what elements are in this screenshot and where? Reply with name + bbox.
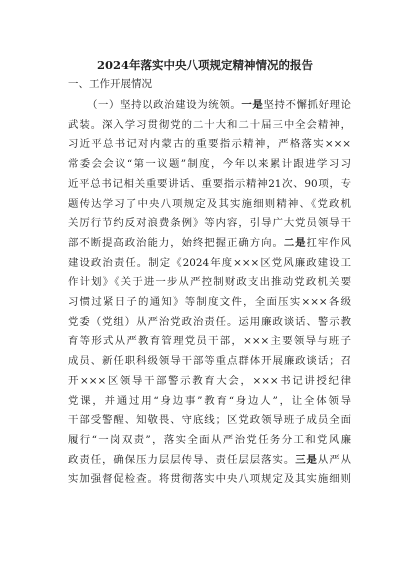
body-text-segment: 常委会会议“第一议题”制度，今年以来累计跟进学习习 — [68, 158, 351, 171]
emphasis-text: 一是 — [241, 99, 264, 111]
body-line — [68, 313, 351, 333]
section-heading: 一、工作开展情况 — [68, 78, 152, 90]
body-text-segment: 作计划》《关于进一步从严控制财政支出推动党政机关要 — [68, 276, 351, 289]
body-text-segment: 扛牢作风 — [306, 236, 352, 249]
body-text-segment: 题传达学习了中央八项规定及其实施细则精神、《党政机 — [68, 197, 351, 210]
body-line — [68, 195, 351, 215]
body-text-segment: （一）坚持以政治建设为统领。 — [87, 99, 242, 111]
body-text-segment: 习惯过紧日子的通知》等制度文件，全面压实×××各级 — [68, 296, 351, 309]
body-text-segment: 党课，并通过用“身边事”教育“身边人”，让全体领导 — [68, 394, 351, 407]
body-text-segment: 实加强督促检查。将贯彻落实中央八项规定及其实施细则 — [68, 473, 351, 486]
body-text-segment: 建设政治责任。制定《2024年度×××区党风廉政建设工 — [68, 256, 351, 269]
body-line — [68, 175, 351, 195]
body-text-segment: 习近平总书记对内蒙古的重要指示精神，严格落实××× — [68, 138, 351, 151]
body-text-segment: 成员、新任职科级领导干部等重点群体开展廉政谈话；召 — [68, 355, 351, 368]
body-line — [68, 254, 351, 274]
body-line — [68, 372, 351, 392]
body-line — [68, 470, 351, 490]
body-text-segment: 政责任，确保压力层层传导、责任层层落实。 — [68, 453, 296, 466]
emphasis-text: 二是 — [283, 236, 307, 249]
report-title: 2024年落实中央八项规定精神情况的报告 — [96, 58, 313, 72]
body-line — [68, 116, 351, 136]
body-line — [68, 352, 351, 372]
body-line — [68, 431, 351, 451]
body-line — [68, 234, 351, 254]
body-text-segment: 武装。深入学习贯彻党的二十大和二十届三中全会精神， — [68, 118, 351, 131]
body-text-segment: 干部受警醒、知敬畏、守底线；区党政领导班子成员全面 — [68, 414, 351, 427]
body-text-segment: 部不断提高政治能力，始终把握正确方向。 — [68, 236, 284, 249]
body-text-segment: 关厉行节约反对浪费条例》等内容，引导广大党员领导干 — [68, 217, 351, 230]
body-line — [68, 293, 351, 313]
body-line — [68, 214, 351, 234]
body-text-segment: 坚持不懈抓好理论 — [263, 99, 352, 111]
report-body — [68, 96, 351, 490]
body-text-segment: 开×××区领导干部警示教育大会，×××书记讲授纪律 — [68, 374, 351, 387]
body-line — [68, 96, 351, 116]
body-line — [68, 135, 351, 155]
body-line — [68, 332, 351, 352]
body-text-segment: 履行“一岗双责”，落实全面从严治党任务分工和党风廉 — [68, 433, 351, 446]
body-text-segment: 从严从 — [317, 453, 352, 466]
body-text-segment: 近平总书记相关重要讲话、重要指示精神21次、90项，专 — [68, 177, 351, 190]
body-line — [68, 411, 351, 431]
body-text-segment: 育等形式从严教育管理党员干部，×××主要领导与班子 — [68, 335, 351, 348]
body-line — [68, 155, 351, 175]
body-line — [68, 392, 351, 412]
body-line — [68, 451, 351, 471]
body-text-segment: 党委（党组）从严治党政治责任。运用廉政谈话、警示教 — [68, 315, 351, 328]
body-line — [68, 273, 351, 293]
emphasis-text: 三是 — [295, 453, 318, 466]
